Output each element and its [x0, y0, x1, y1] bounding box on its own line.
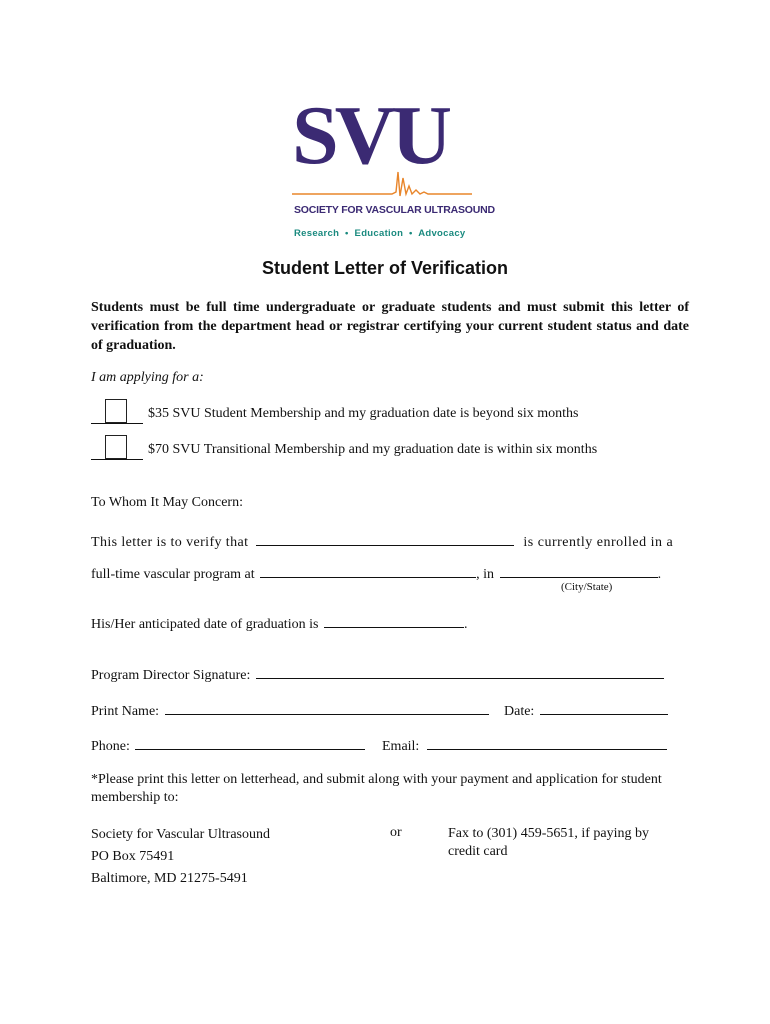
option-transitional-membership[interactable]	[91, 434, 691, 464]
graduation-end: .	[463, 617, 468, 632]
date-label: Date:	[504, 704, 535, 719]
waveform-line	[292, 168, 472, 200]
program-prefix: full-time vascular program at	[91, 567, 255, 582]
page-title: Student Letter of Verification	[261, 258, 509, 278]
salutation: To Whom It May Concern:	[91, 495, 243, 510]
date-line	[504, 700, 668, 720]
verify-suffix: is currently enrolled in a	[523, 535, 674, 550]
city-state-field[interactable]	[500, 563, 658, 578]
phone-field[interactable]	[135, 735, 365, 750]
graduation-prefix: His/Her anticipated date of graduation is	[91, 617, 319, 632]
signature-line	[91, 664, 664, 684]
or-text: or	[390, 825, 402, 840]
signature-label: Program Director Signature:	[91, 668, 251, 683]
svu-logo	[290, 89, 495, 250]
email-line	[382, 735, 667, 755]
print-name-field[interactable]	[165, 700, 489, 715]
print-name-line	[91, 700, 489, 720]
verify-prefix: This letter is to verify that	[91, 535, 249, 550]
program-end: .	[657, 567, 662, 582]
program-name-field[interactable]	[260, 563, 476, 578]
verify-line	[91, 531, 681, 551]
address-line-1: Society for Vascular Ultrasound	[91, 827, 270, 842]
logo-tagline: Research • Education • Advocacy	[294, 228, 466, 239]
program-in: , in	[476, 567, 495, 582]
phone-label: Phone:	[91, 739, 130, 754]
student-name-field[interactable]	[256, 531, 514, 546]
print-name-label: Print Name:	[91, 704, 160, 719]
applying-for-label: I am applying for a:	[91, 370, 204, 385]
city-state-hint: (City/State)	[561, 581, 613, 593]
address-line-2: PO Box 75491	[91, 849, 175, 864]
logo-letters: SVU	[292, 89, 449, 182]
student-membership-checkbox[interactable]	[105, 399, 127, 423]
graduation-date-field[interactable]	[324, 613, 464, 628]
signature-field[interactable]	[256, 664, 664, 679]
fax-text: Fax to (301) 459-5651, if paying by credit card	[448, 826, 650, 859]
footnote: *Please print this letter on letterhead, and submit along with your payment and application for student membership to:	[91, 772, 662, 805]
option-label: $35 SVU Student Membership and my graduation date is beyond six months	[148, 406, 579, 421]
graduation-line	[91, 613, 467, 633]
transitional-membership-checkbox[interactable]	[105, 435, 127, 459]
option-student-membership[interactable]	[91, 398, 691, 428]
email-field[interactable]	[427, 735, 667, 750]
phone-line	[91, 735, 365, 755]
option-label: $70 SVU Transitional Membership and my graduation date is within six months	[148, 442, 598, 457]
address-line-3: Baltimore, MD 21275-5491	[91, 871, 248, 886]
intro-paragraph: Students must be full time undergraduate or graduate students and must submit this letter of verification from the department head or registrar certifying your current student status and date of graduation.	[91, 300, 689, 353]
program-line	[91, 563, 661, 583]
date-field[interactable]	[540, 700, 668, 715]
email-label: Email:	[382, 739, 420, 754]
mailing-address	[91, 824, 270, 890]
logo-org-name: SOCIETY FOR VASCULAR ULTRASOUND	[294, 204, 495, 216]
